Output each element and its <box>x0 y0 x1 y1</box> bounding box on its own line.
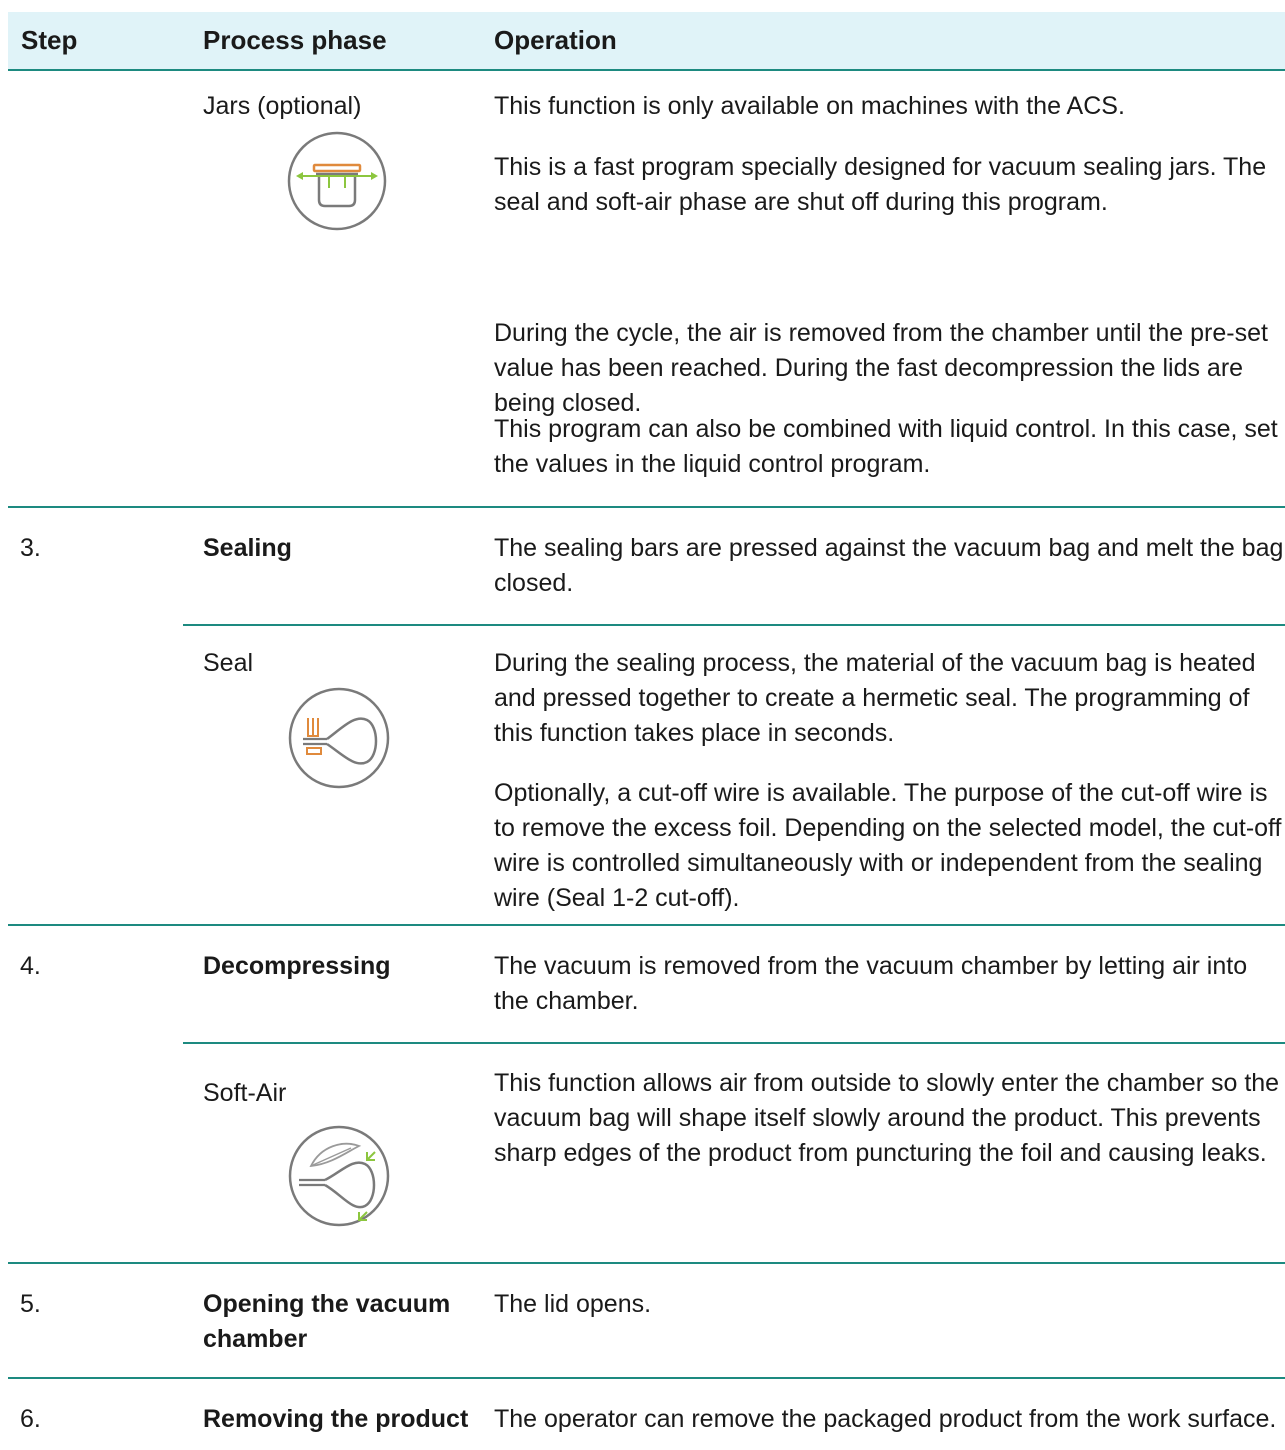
table-header <box>8 12 1285 71</box>
phase-jars: Jars (optional) <box>203 92 362 120</box>
step-number: 3. <box>20 534 41 562</box>
step-number: 4. <box>20 952 41 980</box>
operation-text: This function allows air from outside to slowly enter the chamber so the vacuum bag will shape itself slowly around the product. This prevents sharp edges of the product from puncturing the foil and causing leaks. <box>494 1069 1280 1167</box>
operation-text: This function is only available on machines with the ACS. <box>494 92 1125 120</box>
row-divider <box>183 1042 1285 1044</box>
row-divider <box>8 1377 1285 1379</box>
row-divider <box>8 1262 1285 1264</box>
operation-text: This program can also be combined with liquid control. In this case, set the values in the liquid control program. <box>494 415 1278 478</box>
operation-text: This is a fast program specially designed for vacuum sealing jars. The seal and soft-air phase are shut off during this program. <box>494 153 1267 216</box>
row-divider <box>8 924 1285 926</box>
phase-decompressing: Decompressing <box>203 952 391 980</box>
header-step: Step <box>21 25 78 55</box>
soft-air-bag-icon <box>287 1124 391 1228</box>
jar-lid-icon <box>286 130 388 232</box>
operation-text: The vacuum is removed from the vacuum chamber by letting air into the chamber. <box>494 952 1248 1015</box>
phase-opening: Opening the vacuum chamber <box>203 1290 451 1353</box>
header-process-phase: Process phase <box>203 25 387 55</box>
row-divider <box>183 624 1285 626</box>
step-number: 6. <box>20 1405 41 1433</box>
operation-text: The sealing bars are pressed against the vacuum bag and melt the bag closed. <box>494 534 1284 597</box>
phase-seal: Seal <box>203 649 254 677</box>
row-divider <box>8 506 1285 508</box>
header-operation: Operation <box>494 25 617 55</box>
seal-bag-icon <box>287 686 391 790</box>
operation-text: The operator can remove the packaged product from the work surface. <box>494 1405 1277 1433</box>
operation-text: During the cycle, the air is removed from the chamber until the pre-set value has been reached. During the fast decompression the lids are being closed. <box>494 319 1268 417</box>
phase-removing: Removing the product <box>203 1405 469 1433</box>
operation-text: Optionally, a cut-off wire is available. The purpose of the cut-off wire is to remove the excess foil. Depending on the selected model, the cut-off wire is controlled simultaneously with or independent from the sealing wire (Seal 1-2 cut-off). <box>494 779 1282 912</box>
operation-text: The lid opens. <box>494 1290 652 1318</box>
phase-soft-air: Soft-Air <box>203 1079 287 1107</box>
operation-text: During the sealing process, the material of the vacuum bag is heated and pressed together to create a hermetic seal. The programming of this function takes place in seconds. <box>494 649 1256 747</box>
step-number: 5. <box>20 1290 41 1318</box>
phase-sealing: Sealing <box>203 534 292 562</box>
